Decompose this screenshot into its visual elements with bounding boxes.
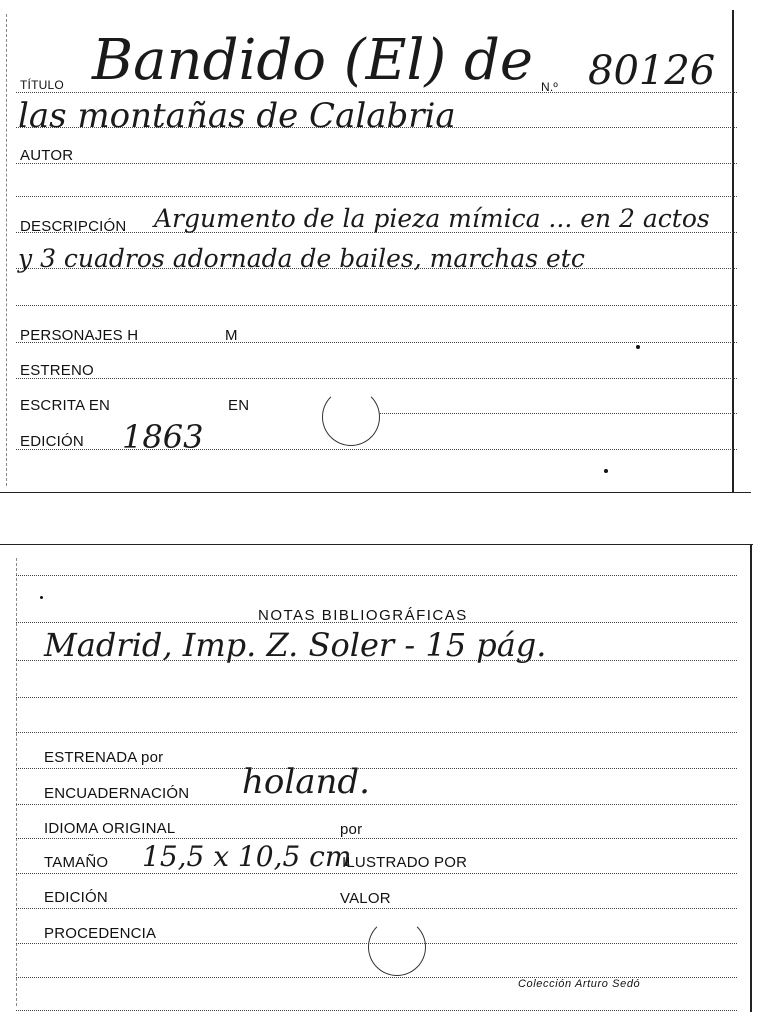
rule-line	[16, 1010, 737, 1011]
valor-label: VALOR	[340, 890, 391, 907]
idioma-por-label: por	[340, 821, 363, 838]
rule-line	[16, 873, 737, 874]
rule-line	[16, 768, 737, 769]
punch-hole-circle	[322, 388, 380, 446]
rule-line	[16, 575, 737, 576]
idioma-label: IDIOMA ORIGINAL	[44, 820, 176, 837]
rule-line	[16, 697, 737, 698]
catalog-card-back	[0, 540, 759, 1020]
escrita-label: ESCRITA EN	[20, 397, 111, 414]
titulo-label: TÍTULO	[20, 78, 64, 92]
numero-label: N.º	[541, 80, 558, 94]
tamano-label: TAMAÑO	[44, 854, 109, 871]
rule-line	[16, 804, 737, 805]
estrenada-label: ESTRENADA por	[44, 749, 164, 766]
personajes-label: PERSONAJES H	[20, 327, 139, 344]
encuadernacion-handwritten: holand.	[242, 762, 370, 802]
tamano-handwritten: 15,5 x 10,5 cm	[142, 840, 352, 873]
rule-line	[380, 413, 737, 414]
card-top-border	[0, 544, 753, 545]
coleccion-label: Colección Arturo Sedó	[518, 978, 641, 990]
ink-spot	[604, 469, 608, 473]
rule-line	[16, 196, 737, 197]
card-bottom-border	[0, 492, 751, 493]
descripcion-handwritten: Argumento de la pieza mímica ... en 2 actos	[154, 204, 710, 233]
encuadernacion-label: ENCUADERNACIÓN	[44, 785, 190, 802]
rule-line	[16, 732, 737, 733]
card-left-edge	[6, 14, 7, 486]
rule-line	[16, 838, 737, 839]
ink-spot	[40, 596, 43, 599]
titulo-handwritten: Bandido (El) de	[92, 28, 533, 93]
estreno-label: ESTRENO	[20, 362, 94, 379]
personajes-m-label: M	[225, 327, 238, 344]
autor-label: AUTOR	[20, 147, 74, 164]
rule-line	[16, 378, 737, 379]
descripcion-label: DESCRIPCIÓN	[20, 218, 127, 235]
procedencia-label: PROCEDENCIA	[44, 925, 157, 942]
escrita-en-label: EN	[228, 397, 250, 414]
rule-line	[16, 305, 737, 306]
ilustrado-label: ILUSTRADO POR	[342, 854, 468, 871]
titulo-continuation-handwritten: las montañas de Calabria	[18, 96, 456, 136]
descripcion-continuation-handwritten: y 3 cuadros adornada de bailes, marchas etc	[18, 244, 585, 273]
notas-title: NOTAS BIBLIOGRÁFICAS	[258, 607, 468, 624]
card-right-border	[750, 544, 752, 1012]
punch-hole-circle	[368, 918, 426, 976]
card-left-edge	[16, 558, 17, 1006]
rule-line	[16, 908, 737, 909]
card-right-border	[732, 10, 734, 492]
numero-handwritten: 80126	[588, 48, 716, 94]
rule-line	[16, 163, 737, 164]
edicion-back-label: EDICIÓN	[44, 889, 108, 906]
catalog-card-front	[0, 0, 759, 500]
edicion-label: EDICIÓN	[20, 433, 84, 450]
edicion-handwritten: 1863	[122, 418, 204, 456]
ink-spot	[636, 345, 640, 349]
notas-handwritten: Madrid, Imp. Z. Soler - 15 pág.	[44, 626, 547, 664]
